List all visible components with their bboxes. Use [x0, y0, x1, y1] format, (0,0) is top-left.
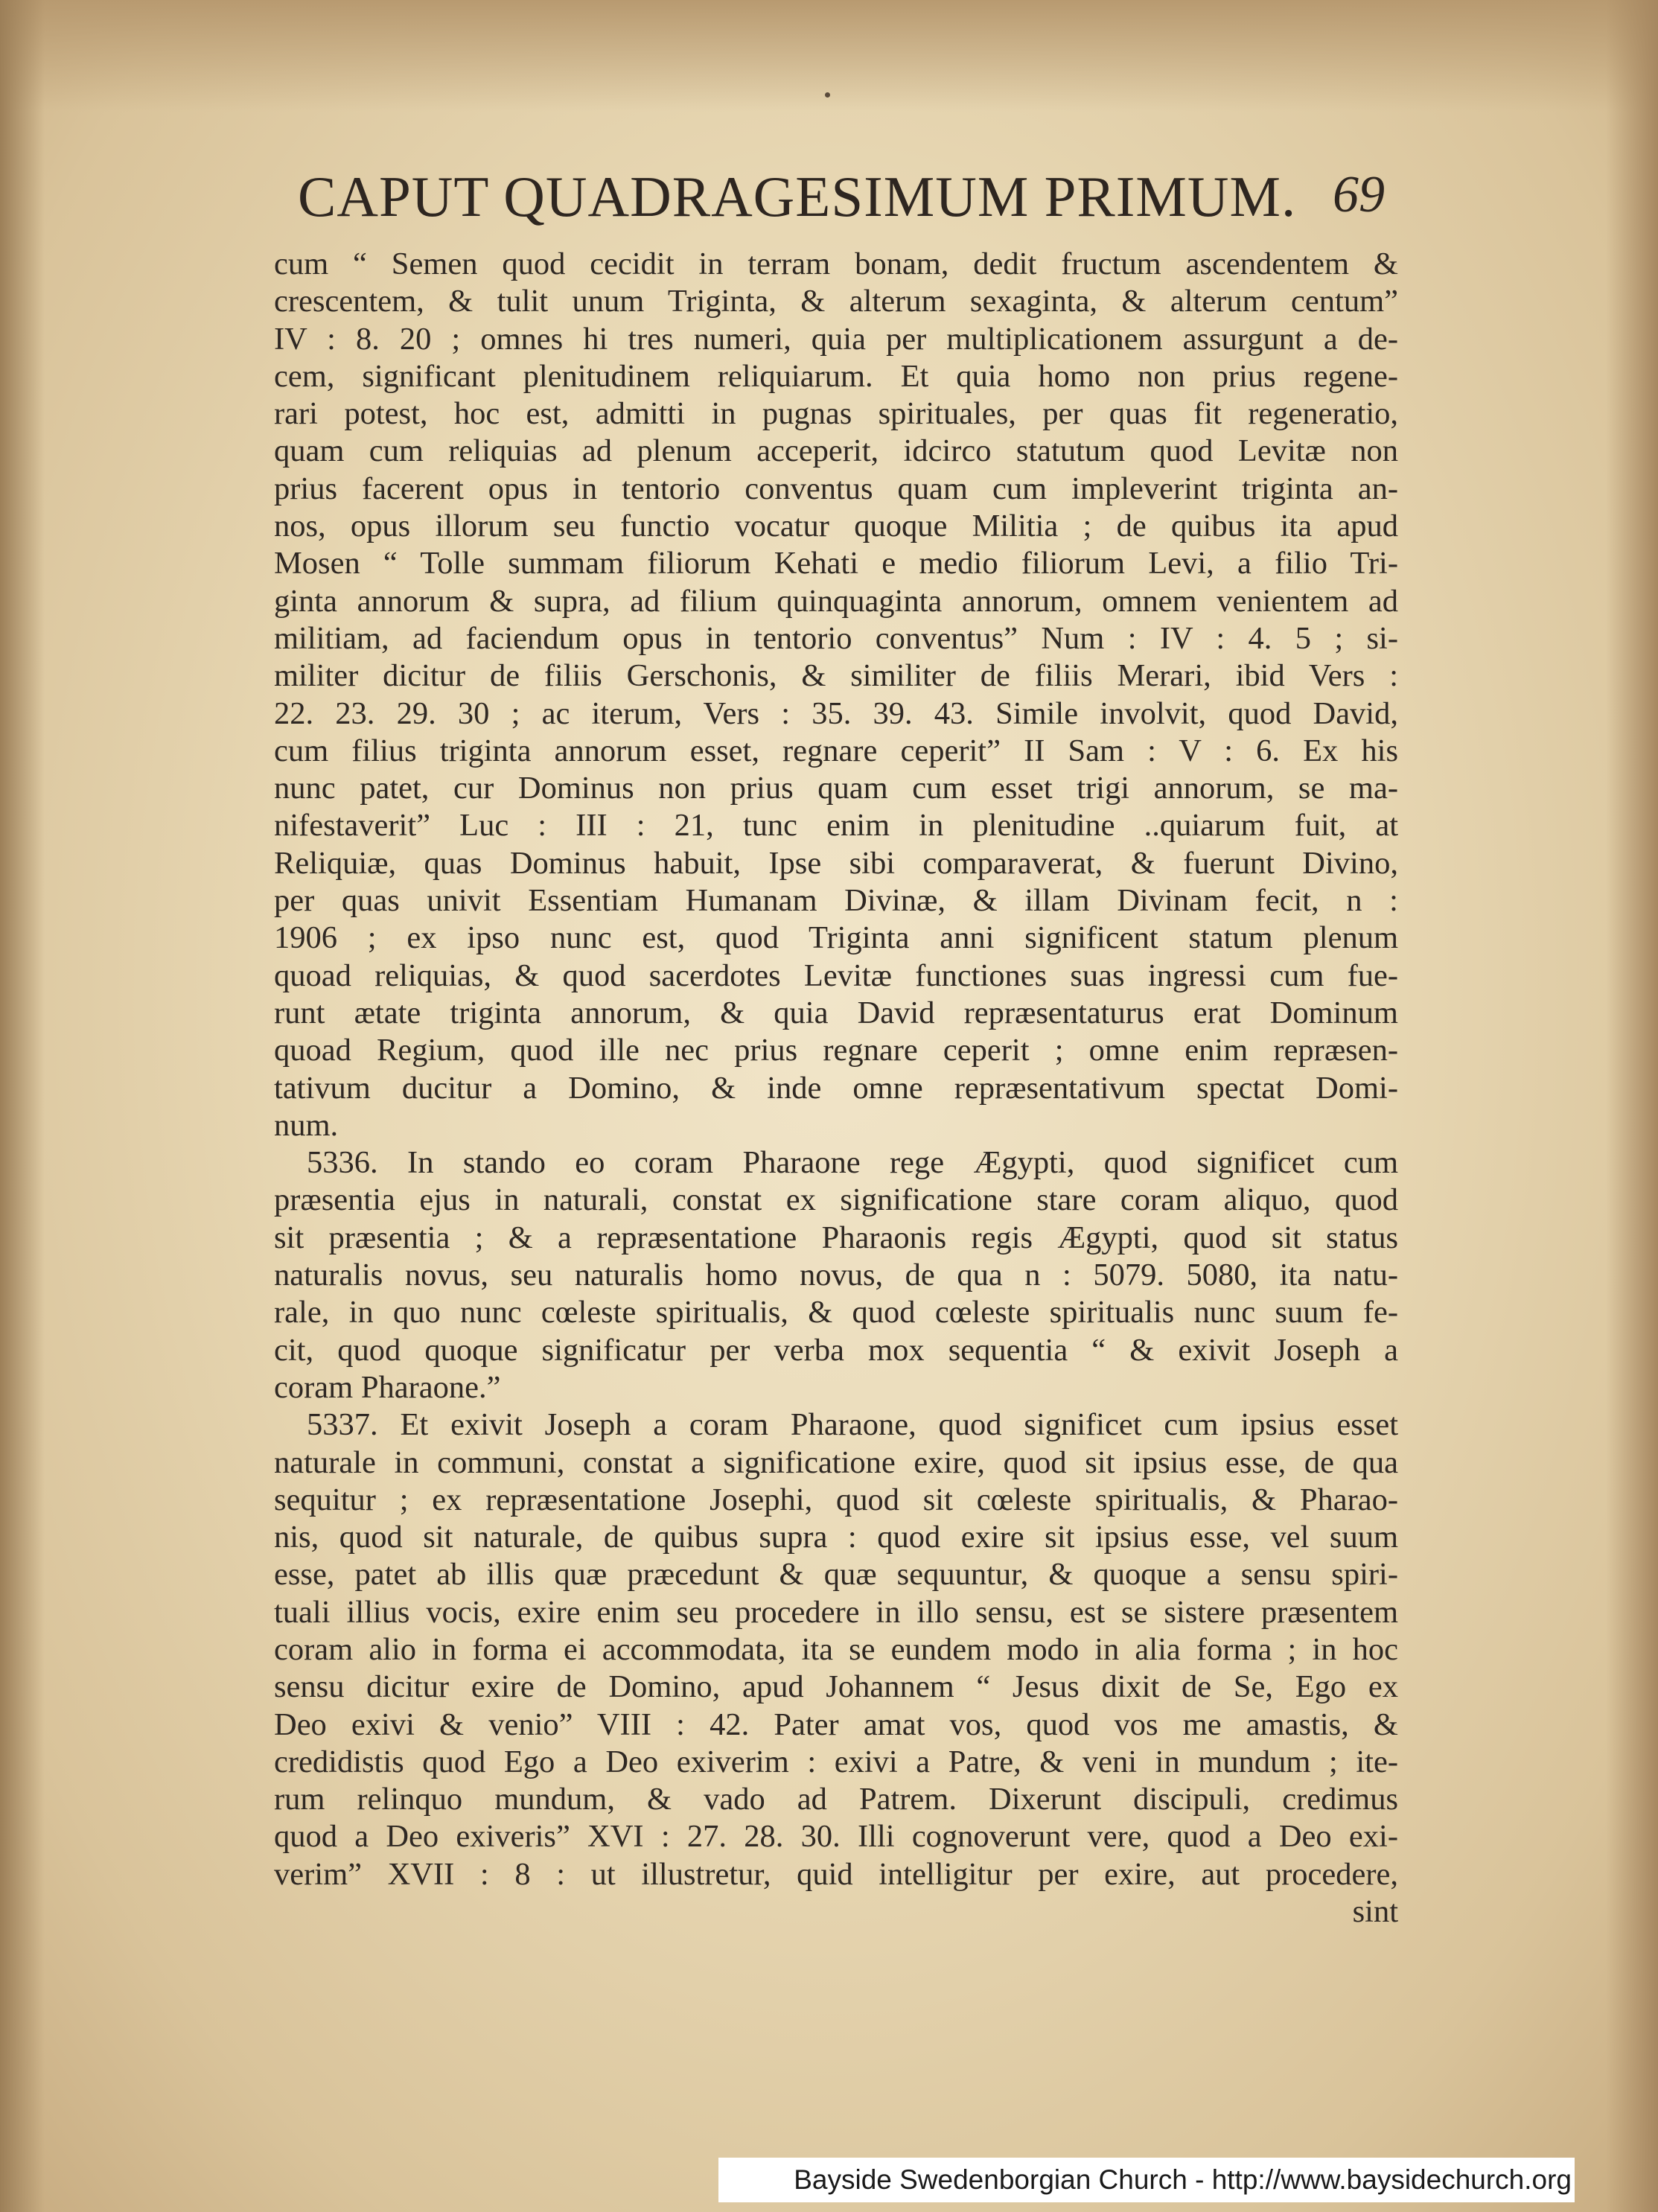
text-line: quam cum reliquias ad plenum acceperit, idcirco statutum quod Levitæ non: [274, 433, 1398, 469]
text-line: quod a Deo exiveris” XVI : 27. 28. 30. Illi cognoverunt vere, quod a Deo exi-: [274, 1819, 1398, 1855]
text-line: naturalis novus, seu naturalis homo novus, de qua n : 5079. 5080, ita natu-: [274, 1258, 1398, 1293]
text-line: credidistis quod Ego a Deo exiverim : exivi a Patre, & veni in mundum ; ite-: [274, 1744, 1398, 1779]
paragraph-5336-start: 5336. In stando eo coram Pharaone rege Ægypti, quod significet cum: [307, 1145, 1398, 1181]
text-line: tuali illius vocis, exire enim seu procedere in illo sensu, est se sistere præsentem: [274, 1594, 1398, 1630]
catchword: sint: [1352, 1894, 1398, 1930]
body-text: [274, 246, 1398, 1931]
text-line: coram alio in forma ei accommodata, ita se eundem modo in alia forma ; in hoc: [274, 1631, 1398, 1667]
text-line: Deo exivi & venio” VIII : 42. Pater amat vos, quod vos me amastis, &: [274, 1706, 1398, 1742]
text-line: rale, in quo nunc cœleste spiritualis, & quod cœleste spiritualis nunc suum fe-: [274, 1295, 1398, 1330]
text-line: Reliquiæ, quas Dominus habuit, Ipse sibi comparaverat, & fuerunt Divino,: [274, 845, 1398, 881]
text-line: 22. 23. 29. 30 ; ac iterum, Vers : 35. 39. 43. Simile involvit, quod David,: [274, 695, 1398, 731]
text-line: rari potest, hoc est, admitti in pugnas spirituales, per quas fit regeneratio,: [274, 396, 1398, 432]
footer-text: Bayside Swedenborgian Church - http://www.baysidechurch.org: [794, 2164, 1572, 2195]
text-line: militer dicitur de filiis Gerschonis, & similiter de filiis Merari, ibid Vers :: [274, 658, 1398, 694]
text-line: nis, quod sit naturale, de quibus supra : quod exire sit ipsius esse, vel suum: [274, 1520, 1398, 1555]
ink-spot: [825, 92, 830, 98]
text-line: ginta annorum & supra, ad filium quinquaginta annorum, omnem venientem ad: [274, 583, 1398, 619]
text-line: Mosen “ Tolle summam filiorum Kehati e medio filiorum Levi, a filio Tri-: [274, 546, 1398, 581]
text-line: esse, patet ab illis quæ præcedunt & quæ sequuntur, & quoque a sensu spiri-: [274, 1557, 1398, 1593]
page-spine-shadow: [0, 0, 45, 2212]
watermark-footer: [718, 2158, 1575, 2202]
text-line: cum filius triginta annorum esset, regnare ceperit” II Sam : V : 6. Ex his: [274, 733, 1398, 768]
text-line: nunc patet, cur Dominus non prius quam cum esset trigi annorum, se ma-: [274, 771, 1398, 806]
text-line: runt ætate triginta annorum, & quia David repræsentaturus erat Dominum: [274, 995, 1398, 1030]
text-line: sensu dicitur exire de Domino, apud Johannem “ Jesus dixit de Se, Ego ex: [274, 1669, 1398, 1705]
text-line: num.: [274, 1107, 339, 1143]
text-line: naturale in communi, constat a significatione exire, quod sit ipsius esse, de qua: [274, 1444, 1398, 1480]
page-edge-shadow: [1606, 0, 1658, 2212]
text-line: rum relinquo mundum, & vado ad Patrem. Dixerunt discipuli, credimus: [274, 1782, 1398, 1817]
text-line: præsentia ejus in naturali, constat ex significatione stare coram aliquo, quod: [274, 1182, 1398, 1218]
text-line: sequitur ; ex repræsentatione Josephi, quod sit cœleste spiritualis, & Pharao-: [274, 1482, 1398, 1517]
text-line: nos, opus illorum seu functio vocatur quoque Militia ; de quibus ita apud: [274, 509, 1398, 544]
text-line: 1906 ; ex ipso nunc est, quod Triginta anni significent statum plenum: [274, 920, 1398, 956]
text-line: quoad Regium, quod ille nec prius regnare ceperit ; omne enim repræsen-: [274, 1033, 1398, 1068]
text-line: militiam, ad faciendum opus in tentorio conventus” Num : IV : 4. 5 ; si-: [274, 620, 1398, 656]
paragraph-5337-start: 5337. Et exivit Joseph a coram Pharaone, quod significet cum ipsius esset: [307, 1407, 1398, 1443]
text-line: crescentem, & tulit unum Triginta, & alterum sexaginta, & alterum centum”: [274, 284, 1398, 319]
page-number: 69: [1333, 166, 1385, 223]
running-header: [268, 149, 1385, 231]
chapter-title: CAPUT QUADRAGESIMUM PRIMUM.: [298, 165, 1297, 229]
text-line: IV : 8. 20 ; omnes hi tres numeri, quia per multiplicationem assurgunt a de-: [274, 321, 1398, 357]
text-line: per quas univit Essentiam Humanam Divinæ, & illam Divinam fecit, n :: [274, 883, 1398, 919]
text-line: cit, quod quoque significatur per verba mox sequentia “ & exivit Joseph a: [274, 1332, 1398, 1368]
text-line: nifestaverit” Luc : III : 21, tunc enim in plenitudine ..quiarum fuit, at: [274, 808, 1398, 844]
text-line: prius facerent opus in tentorio conventus quam cum impleverint triginta an-: [274, 471, 1398, 506]
text-line: cum “ Semen quod cecidit in terram bonam, dedit fructum ascendentem &: [274, 246, 1398, 281]
text-line: sit præsentia ; & a repræsentatione Pharaonis regis Ægypti, quod sit status: [274, 1220, 1398, 1255]
text-line: quoad reliquias, & quod sacerdotes Levitæ functiones suas ingressi cum fue-: [274, 957, 1398, 993]
text-line: tativum ducitur a Domino, & inde omne repræsentativum spectat Domi-: [274, 1070, 1398, 1106]
text-line: coram Pharaone.”: [274, 1369, 501, 1405]
text-line: verim” XVII : 8 : ut illustretur, quid intelligitur per exire, aut procedere,: [274, 1856, 1398, 1892]
text-line: cem, significant plenitudinem reliquiarum. Et quia homo non prius regene-: [274, 358, 1398, 394]
